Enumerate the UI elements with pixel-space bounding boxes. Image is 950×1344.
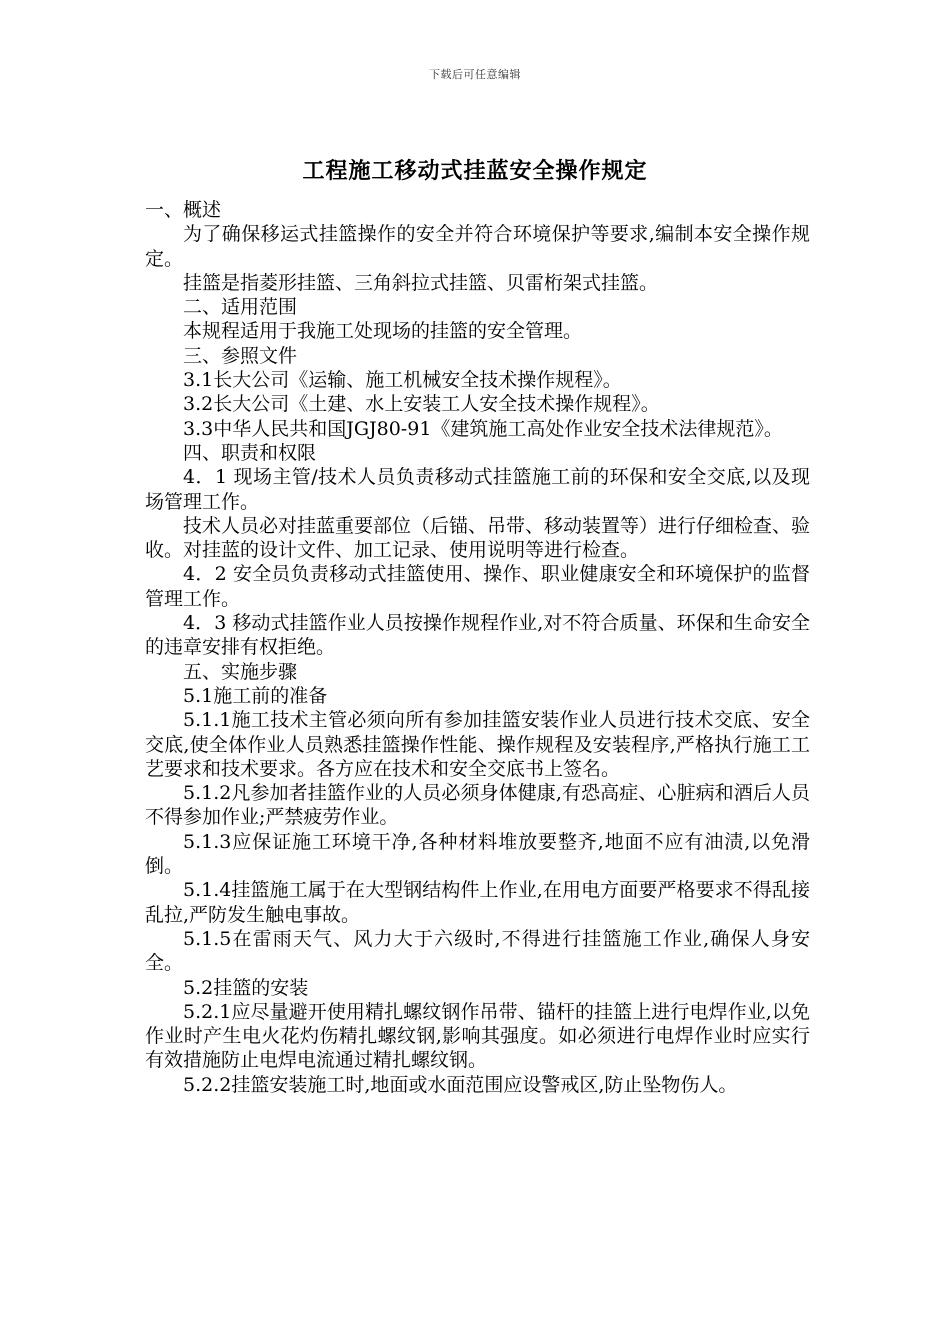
paragraph: 5.1.5在雷雨天气、风力大于六级时,不得进行挂篮施工作业,确保人身安全。 [145,927,810,975]
paragraph: 5.2.1应尽量避开使用精扎螺纹钢作吊带、锚杆的挂篮上进行电焊作业,以免作业时产生电火花灼伤精扎螺纹钢,影响其强度。如必须进行电焊作业时应实行有效措施防止电焊电流通过精扎螺纹钢。 [145,1000,810,1072]
paragraph: 4．1 现场主管/技术人员负责移动式挂篮施工前的环保和安全交底,以及现场管理工作。 [145,466,810,513]
paragraph: 四、职责和权限 [183,441,317,464]
paragraph: 3.1长大公司《运输、施工机械安全技术操作规程》。 [183,369,622,392]
paragraph: 一、概述 [145,199,222,221]
paragraph: 为了确保移运式挂篮操作的安全并符合环境保护等要求,编制本安全操作规定。 [145,223,810,270]
paragraph: 3.2长大公司《土建、水上安装工人安全技术操作规程》。 [183,393,660,416]
paragraph: 5.1施工前的准备 [183,684,328,707]
paragraph: 三、参照文件 [183,344,298,367]
paragraph: 5.2挂篮的安装 [183,976,309,999]
document-title: 工程施工移动式挂蓝安全操作规定 [302,159,648,184]
paragraph: 本规程适用于我施工处现场的挂篮的安全管理。 [183,320,583,343]
paragraph: 5.2.2挂篮安装施工时,地面或水面范围应设警戒区,防止坠物伤人。 [183,1073,738,1096]
paragraph: 3.3中华人民共和国JGJ80-91《建筑施工高处作业安全技术法律规范》。 [183,417,783,440]
paragraph: 4．2 安全员负责移动式挂篮使用、操作、职业健康安全和环境保护的监督管理工作。 [145,563,810,610]
paragraph: 5.1.4挂篮施工属于在大型钢结构件上作业,在用电方面要严格要求不得乱接乱拉,严防发生触电事故。 [145,879,810,926]
paragraph: 4．3 移动式挂篮作业人员按操作规程作业,对不符合质量、环保和生命安全的违章安排有权拒绝。 [145,612,810,659]
paragraph: 5.1.3应保证施工环境干净,各种材料堆放要整齐,地面不应有油渍,以免滑倒。 [145,830,810,878]
paragraph: 技术人员必对挂蓝重要部位（后锚、吊带、移动装置等）进行仔细检查、验收。对挂蓝的设计文件、加工记录、使用说明等进行检查。 [145,514,811,562]
paragraph: 二、适用范围 [183,296,298,319]
paragraph: 挂篮是指菱形挂篮、三角斜拉式挂篮、贝雷桁架式挂篮。 [183,271,659,294]
paragraph: 5.1.2凡参加者挂篮作业的人员必须身体健康,有恐高症、心脏病和酒后人员不得参加作业;严禁疲劳作业。 [145,782,810,829]
paragraph: 5.1.1施工技术主管必须向所有参加挂篮安装作业人员进行技术交底、安全交底,使全体作业人员熟悉挂篮操作性能、操作规程及安装程序,严格执行施工工艺要求和技术要求。各方应在技术和安全交底书上签名。 [145,709,810,780]
header-note: 下载后可任意编辑 [429,68,521,81]
document-body [145,198,810,1097]
paragraph: 五、实施步骤 [183,660,298,683]
